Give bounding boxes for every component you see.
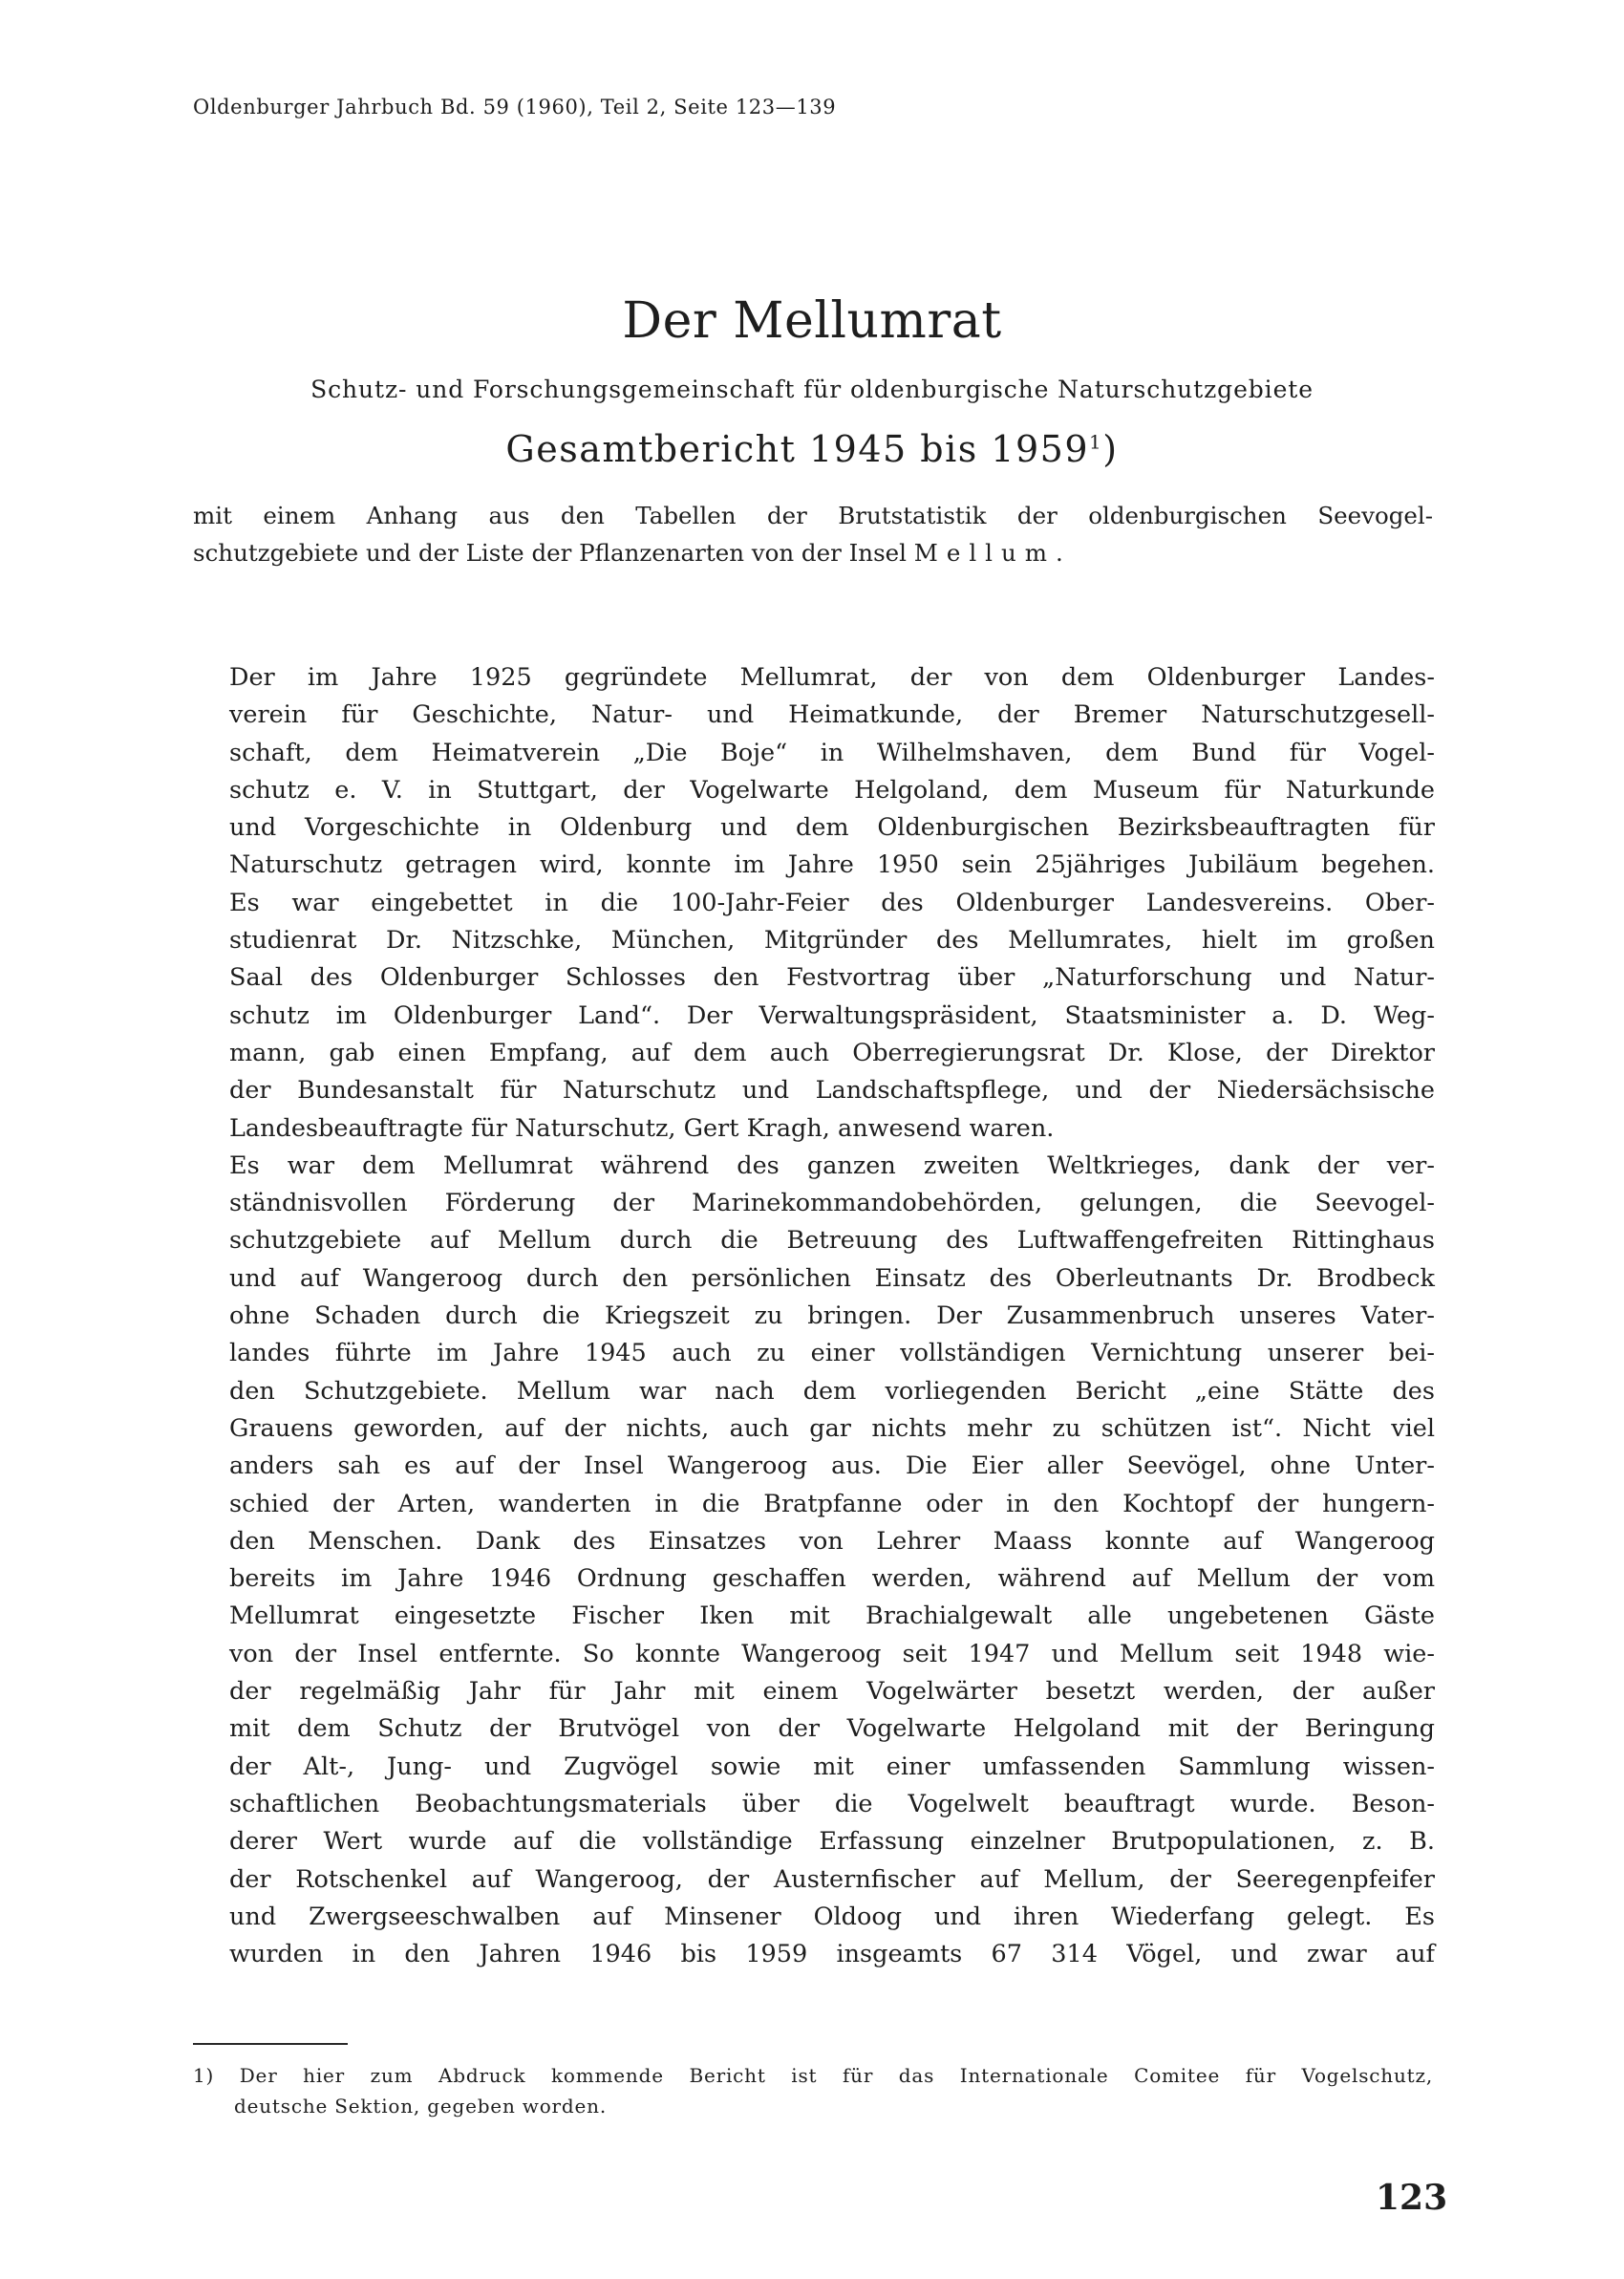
body-line: studienrat Dr. Nitzschke, München, Mitgründer des Mellumrates, hielt im großen [229, 926, 1435, 956]
body-line: Der im Jahre 1925 gegründete Mellumrat, der von dem Oldenburger Landes- [229, 663, 1435, 692]
report-title [0, 428, 1624, 470]
appendix-note [193, 497, 1433, 571]
body-line: bereits im Jahre 1946 Ordnung geschaffen werden, während auf Mellum der vom [229, 1564, 1435, 1594]
body-line: der Bundesanstalt für Naturschutz und Landschaftspflege, und der Niedersächsische [229, 1076, 1435, 1106]
running-head: Oldenburger Jahrbuch Bd. 59 (1960), Teil 2, Seite 123—139 [193, 96, 837, 118]
body-line: von der Insel entfernte. So konnte Wangeroog seit 1947 und Mellum seit 1948 wie- [229, 1639, 1435, 1668]
report-title-text: Gesamtbericht 1945 bis 1959 [505, 428, 1090, 470]
body-line: und Vorgeschichte in Oldenburg und dem Oldenburgischen Bezirksbeauftragten für [229, 813, 1435, 843]
footnote [193, 2060, 1433, 2121]
body-line: verein für Geschichte, Natur- und Heimatkunde, der Bremer Naturschutzgesell- [229, 700, 1435, 730]
page-number: 123 [1376, 2178, 1448, 2218]
article-subtitle: Schutz- und Forschungsgemeinschaft für oldenburgische Naturschutzgebiete [310, 376, 1314, 403]
body-line: schaft, dem Heimatverein „Die Boje“ in Wilhelmshaven, dem Bund für Vogel- [229, 738, 1435, 767]
report-title-close: ) [1102, 428, 1119, 470]
body-line: ständnisvollen Förderung der Marinekommandobehörden, gelungen, die Seevogel- [229, 1189, 1435, 1218]
body-line: derer Wert wurde auf die vollständige Erfassung einzelner Brutpopulationen, z. B. [229, 1827, 1435, 1857]
body-text [229, 659, 1435, 1973]
body-line: den Menschen. Dank des Einsatzes von Lehrer Maass konnte auf Wangeroog [229, 1526, 1435, 1556]
body-line: schutz im Oldenburger Land“. Der Verwaltungspräsident, Staatsminister a. D. Weg- [229, 1000, 1435, 1030]
body-line: der Rotschenkel auf Wangeroog, der Austernfischer auf Mellum, der Seeregenpfeifer [229, 1864, 1435, 1894]
appendix-line-2-prefix: schutzgebiete und der Liste der Pflanzenarten von der Insel [193, 539, 914, 567]
body-line: ohne Schaden durch die Kriegszeit zu bringen. Der Zusammenbruch unseres Vater- [229, 1301, 1435, 1331]
appendix-line-2 [193, 534, 1433, 571]
body-line: anders sah es auf der Insel Wangeroog aus. Die Eier aller Seevögel, ohne Unter- [229, 1451, 1435, 1481]
body-line: der regelmäßig Jahr für Jahr mit einem Vogelwärter besetzt werden, der außer [229, 1677, 1435, 1707]
appendix-line-1: mit einem Anhang aus den Tabellen der Brutstatistik der oldenburgischen Seevogel- [193, 502, 1433, 529]
body-line: den Schutzgebiete. Mellum war nach dem vorliegenden Bericht „eine Stätte des [229, 1376, 1435, 1406]
body-line: und Zwergseeschwalben auf Minsener Oldoog und ihren Wiederfang gelegt. Es [229, 1902, 1435, 1931]
article-title: Der Mellumrat [622, 292, 1002, 350]
appendix-island-name: Mellum [913, 539, 1057, 567]
body-line: wurden in den Jahren 1946 bis 1959 insgeamts 67 314 Vögel, und zwar auf [229, 1940, 1435, 1969]
body-line: und auf Wangeroog durch den persönlichen Einsatz des Oberleutnants Dr. Brodbeck [229, 1263, 1435, 1293]
footnote-line-1: 1) Der hier zum Abdruck kommende Bericht ist für das Internationale Comitee für Vogelschutz, [193, 2064, 1433, 2087]
body-line: Grauens geworden, auf der nichts, auch gar nichts mehr zu schützen ist“. Nicht viel [229, 1413, 1435, 1443]
footnote-marker: 1 [1089, 430, 1103, 454]
body-line: Landesbeauftragte für Naturschutz, Gert Kragh, anwesend waren. [229, 1113, 1055, 1143]
body-line: Naturschutz getragen wird, konnte im Jahre 1950 sein 25jähriges Jubiläum begehen. [229, 850, 1435, 880]
body-line: schutz e. V. in Stuttgart, der Vogelwarte Helgoland, dem Museum für Naturkunde [229, 775, 1435, 805]
appendix-line-2-suffix: . [1056, 539, 1063, 567]
body-line: mann, gab einen Empfang, auf dem auch Oberregierungsrat Dr. Klose, der Direktor [229, 1038, 1435, 1067]
body-line: schaftlichen Beobachtungsmaterials über die Vogelwelt beauftragt wurde. Beson- [229, 1789, 1435, 1818]
footnote-rule [193, 2043, 348, 2045]
body-line: mit dem Schutz der Brutvögel von der Vogelwarte Helgoland mit der Beringung [229, 1714, 1435, 1744]
body-line: schutzgebiete auf Mellum durch die Betreuung des Luftwaffengefreiten Rittinghaus [229, 1226, 1435, 1256]
body-line: schied der Arten, wanderten in die Bratpfanne oder in den Kochtopf der hungern- [229, 1489, 1435, 1518]
body-line: Saal des Oldenburger Schlosses den Festvortrag über „Naturforschung und Natur- [229, 963, 1435, 993]
body-line: Es war eingebettet in die 100-Jahr-Feier des Oldenburger Landesvereins. Ober- [229, 888, 1435, 917]
body-line: Es war dem Mellumrat während des ganzen zweiten Weltkrieges, dank der ver- [229, 1150, 1435, 1180]
body-line: der Alt-, Jung- und Zugvögel sowie mit einer umfassenden Sammlung wissen- [229, 1752, 1435, 1781]
footnote-line-2: deutsche Sektion, gegeben worden. [234, 2095, 607, 2118]
body-line: Mellumrat eingesetzte Fischer Iken mit Brachialgewalt alle ungebetenen Gäste [229, 1602, 1435, 1631]
body-line: landes führte im Jahre 1945 auch zu einer vollständigen Vernichtung unserer bei- [229, 1339, 1435, 1368]
